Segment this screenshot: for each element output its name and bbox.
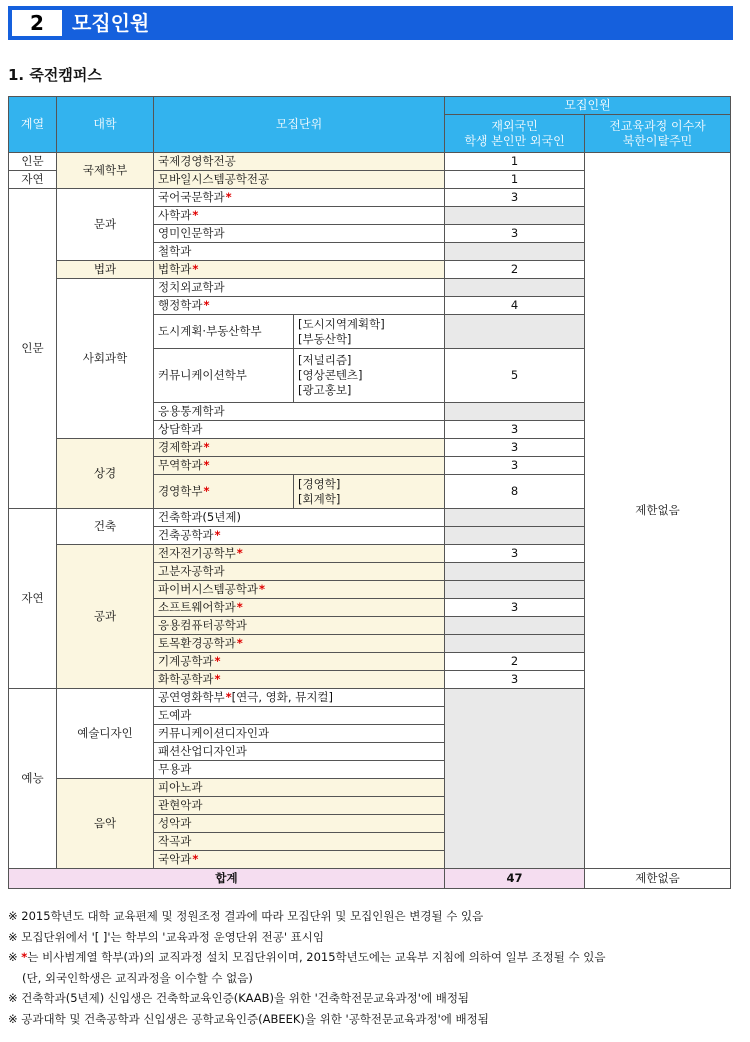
foreign-value: 3 xyxy=(445,599,585,617)
college-cell: 공과 xyxy=(57,545,154,689)
unit-name xyxy=(154,421,445,439)
unit-label: 상담학과 xyxy=(158,422,203,436)
star-mark: * xyxy=(214,672,221,686)
unit-name xyxy=(154,599,445,617)
unit-label: 영미인문학과 xyxy=(158,226,225,240)
unit-name xyxy=(154,315,294,349)
star-mark: * xyxy=(236,636,243,650)
unit-label: 관현악과 xyxy=(158,798,203,812)
note-line xyxy=(8,1009,606,1030)
unit-label: 응용통계학과 xyxy=(158,404,225,418)
unit-label: 건축학과(5년제) xyxy=(158,510,241,524)
foreign-value xyxy=(445,635,585,653)
unit-label: 정치외교학과 xyxy=(158,280,225,294)
unit-name xyxy=(154,779,445,797)
star-mark: * xyxy=(258,582,265,596)
foreign-value: 1 xyxy=(445,153,585,171)
foreign-value: 2 xyxy=(445,653,585,671)
unit-label: 무역학과 xyxy=(158,458,203,472)
foreign-value: 3 xyxy=(445,671,585,689)
star-mark: * xyxy=(203,484,210,498)
foreign-value xyxy=(445,403,585,421)
section-banner xyxy=(8,6,733,40)
foreign-value: 3 xyxy=(445,225,585,243)
note-mark: ※ xyxy=(8,909,22,923)
unit-name xyxy=(154,581,445,599)
table-row xyxy=(9,153,731,171)
unit-label: 커뮤니케이션디자인과 xyxy=(158,726,270,740)
unit-label: 무용과 xyxy=(158,762,192,776)
unit-name xyxy=(154,851,445,869)
unit-label: 건축공학과 xyxy=(158,528,214,542)
header-foreign: 재외국민 학생 본인만 외국인 xyxy=(445,115,585,153)
unit-label: 법학과 xyxy=(158,262,192,276)
unit-label: 기계공학과 xyxy=(158,654,214,668)
foreign-value: 1 xyxy=(445,171,585,189)
note-text: 모집단위에서 '[ ]'는 학부의 '교육과정 운영단위 전공' 표시임 xyxy=(21,929,325,944)
college-cell: 예술디자인 xyxy=(57,689,154,779)
star-mark: * xyxy=(192,262,199,276)
foreign-value: 3 xyxy=(445,189,585,207)
header-nk: 전교육과정 이수자 북한이탈주민 xyxy=(585,115,731,153)
foreign-value xyxy=(445,563,585,581)
unit-name xyxy=(154,349,294,403)
total-nk: 제한없음 xyxy=(585,869,731,889)
foreign-value xyxy=(445,207,585,225)
unit-label: 도시계획·부동산학부 xyxy=(158,324,262,338)
foreign-value: 4 xyxy=(445,297,585,315)
foreign-value: 3 xyxy=(445,457,585,475)
unit-name xyxy=(154,653,445,671)
header-unit: 모집단위 xyxy=(154,97,445,153)
unit-name xyxy=(154,527,445,545)
unit-label: 고분자공학과 xyxy=(158,564,225,578)
unit-label: 경제학과 xyxy=(158,440,203,454)
notes xyxy=(8,906,606,1029)
college-cell: 문과 xyxy=(57,189,154,261)
unit-name xyxy=(154,833,445,851)
unit-name xyxy=(154,207,445,225)
star-mark: * xyxy=(192,852,199,866)
unit-name xyxy=(154,797,445,815)
group-cell: 인문 xyxy=(9,189,57,509)
total-value: 47 xyxy=(445,869,585,889)
group-cell: 자연 xyxy=(9,171,57,189)
unit-label: 국어국문학과 xyxy=(158,190,225,204)
foreign-value: 5 xyxy=(445,349,585,403)
unit-name xyxy=(154,457,445,475)
unit-label: 응용컴퓨터공학과 xyxy=(158,618,247,632)
group-cell: 예능 xyxy=(9,689,57,869)
unit-name xyxy=(154,689,445,707)
foreign-value: 3 xyxy=(445,545,585,563)
total-label: 합계 xyxy=(9,869,445,889)
unit-name xyxy=(154,153,445,171)
college-cell: 건축 xyxy=(57,509,154,545)
note-text: 공과대학 및 건축공학과 신입생은 공학교육인증(ABEEK)을 위한 '공학전문교육과정'에 배정됨 xyxy=(21,1011,489,1026)
college-cell: 상경 xyxy=(57,439,154,509)
foreign-value: 2 xyxy=(445,261,585,279)
group-cell: 자연 xyxy=(9,509,57,689)
unit-label: 공연영화학부 xyxy=(158,690,225,704)
unit-name xyxy=(154,707,445,725)
unit-name xyxy=(154,635,445,653)
unit-label: 작곡과 xyxy=(158,834,192,848)
college-cell: 음악 xyxy=(57,779,154,869)
unit-label: 경영학부 xyxy=(158,484,203,498)
unit-name xyxy=(154,243,445,261)
unit-name xyxy=(154,671,445,689)
note-text: (단, 외국인학생은 교직과정을 이수할 수 없음) xyxy=(22,970,253,985)
star-mark: * xyxy=(21,950,28,964)
unit-name xyxy=(154,617,445,635)
foreign-value xyxy=(445,279,585,297)
college-cell: 국제학부 xyxy=(57,153,154,189)
star-mark: * xyxy=(225,190,232,204)
unit-name xyxy=(154,743,445,761)
unit-label: 소프트웨어학과 xyxy=(158,600,236,614)
unit-label: 토목환경공학과 xyxy=(158,636,236,650)
unit-name xyxy=(154,761,445,779)
note-line xyxy=(8,906,606,927)
unit-name xyxy=(154,225,445,243)
note-mark: ※ xyxy=(8,1011,22,1026)
section-number: 2 xyxy=(12,10,62,36)
unit-name xyxy=(154,297,445,315)
note-line xyxy=(8,968,606,989)
college-cell: 법과 xyxy=(57,261,154,279)
unit-name xyxy=(154,261,445,279)
unit-name xyxy=(154,403,445,421)
foreign-value xyxy=(445,689,585,869)
foreign-value xyxy=(445,527,585,545)
star-mark: * xyxy=(203,440,210,454)
star-mark: * xyxy=(214,528,221,542)
unit-label: 행정학과 xyxy=(158,298,203,312)
unit-label: 전자전기공학부 xyxy=(158,546,236,560)
star-mark: * xyxy=(192,208,199,222)
foreign-value xyxy=(445,315,585,349)
unit-name xyxy=(154,725,445,743)
star-mark: * xyxy=(236,600,243,614)
college-cell: 사회과학 xyxy=(57,279,154,439)
note-mark: ※ xyxy=(8,991,22,1005)
unit-label: 철학과 xyxy=(158,244,192,258)
note-line xyxy=(8,927,606,948)
star-mark: * xyxy=(203,458,210,472)
header-group: 계열 xyxy=(9,97,57,153)
major-cell: [저널리즘] [영상콘텐츠] [광고홍보] xyxy=(294,349,445,403)
foreign-value: 3 xyxy=(445,421,585,439)
unit-label: 국악과 xyxy=(158,852,192,866)
unit-name xyxy=(154,509,445,527)
major-label: [연극, 영화, 뮤지컬] xyxy=(231,690,334,704)
note-mark: ※ xyxy=(8,929,22,944)
unit-label: 피아노과 xyxy=(158,780,203,794)
section-title: 모집인원 xyxy=(72,11,150,35)
unit-label: 모바일시스템공학전공 xyxy=(158,172,270,186)
note-line xyxy=(8,988,606,1009)
unit-label: 국제경영학전공 xyxy=(158,154,236,168)
unit-label: 성악과 xyxy=(158,816,192,830)
unit-label: 커뮤니케이션학부 xyxy=(158,368,247,382)
unit-name xyxy=(154,563,445,581)
foreign-value xyxy=(445,617,585,635)
unit-name xyxy=(154,475,294,509)
campus-subtitle: 1. 죽전캠퍼스 xyxy=(8,66,102,84)
star-mark: * xyxy=(225,690,232,704)
note-mark: ※ xyxy=(8,950,22,964)
note-text: 건축학과(5년제) 신입생은 건축학교육인증(KAAB)을 위한 '건축학전문교육과정'에 배정됨 xyxy=(21,991,470,1005)
header-college: 대학 xyxy=(57,97,154,153)
major-cell: [경영학] [회계학] xyxy=(294,475,445,509)
note-text: 2015학년도 대학 교육편제 및 정원조정 결과에 따라 모집단위 및 모집인원은 변경될 수 있음 xyxy=(21,909,484,923)
foreign-value: 3 xyxy=(445,439,585,457)
unit-name xyxy=(154,439,445,457)
foreign-value: 8 xyxy=(445,475,585,509)
unit-name xyxy=(154,279,445,297)
foreign-value xyxy=(445,509,585,527)
star-mark: * xyxy=(203,298,210,312)
unit-label: 패션산업디자인과 xyxy=(158,744,247,758)
unit-name xyxy=(154,189,445,207)
unit-name xyxy=(154,815,445,833)
unit-name xyxy=(154,171,445,189)
unit-label: 도예과 xyxy=(158,708,192,722)
foreign-value xyxy=(445,243,585,261)
note-line xyxy=(8,947,606,968)
star-mark: * xyxy=(214,654,221,668)
unit-label: 사학과 xyxy=(158,208,192,222)
quota-table xyxy=(8,96,731,889)
major-cell: [도시지역계획학] [부동산학] xyxy=(294,315,445,349)
unit-name xyxy=(154,545,445,563)
unit-label: 화학공학과 xyxy=(158,672,214,686)
note-text: 는 비사범계열 학부(과)의 교직과정 설치 모집단위이며, 2015학년도에는 교육부 지침에 의하여 일부 조정될 수 있음 xyxy=(27,950,606,964)
nk-value: 제한없음 xyxy=(585,153,731,869)
unit-label: 파이버시스템공학과 xyxy=(158,582,258,596)
header-quota: 모집인원 xyxy=(445,97,731,115)
star-mark: * xyxy=(236,546,243,560)
group-cell: 인문 xyxy=(9,153,57,171)
total-row xyxy=(9,869,731,889)
foreign-value xyxy=(445,581,585,599)
